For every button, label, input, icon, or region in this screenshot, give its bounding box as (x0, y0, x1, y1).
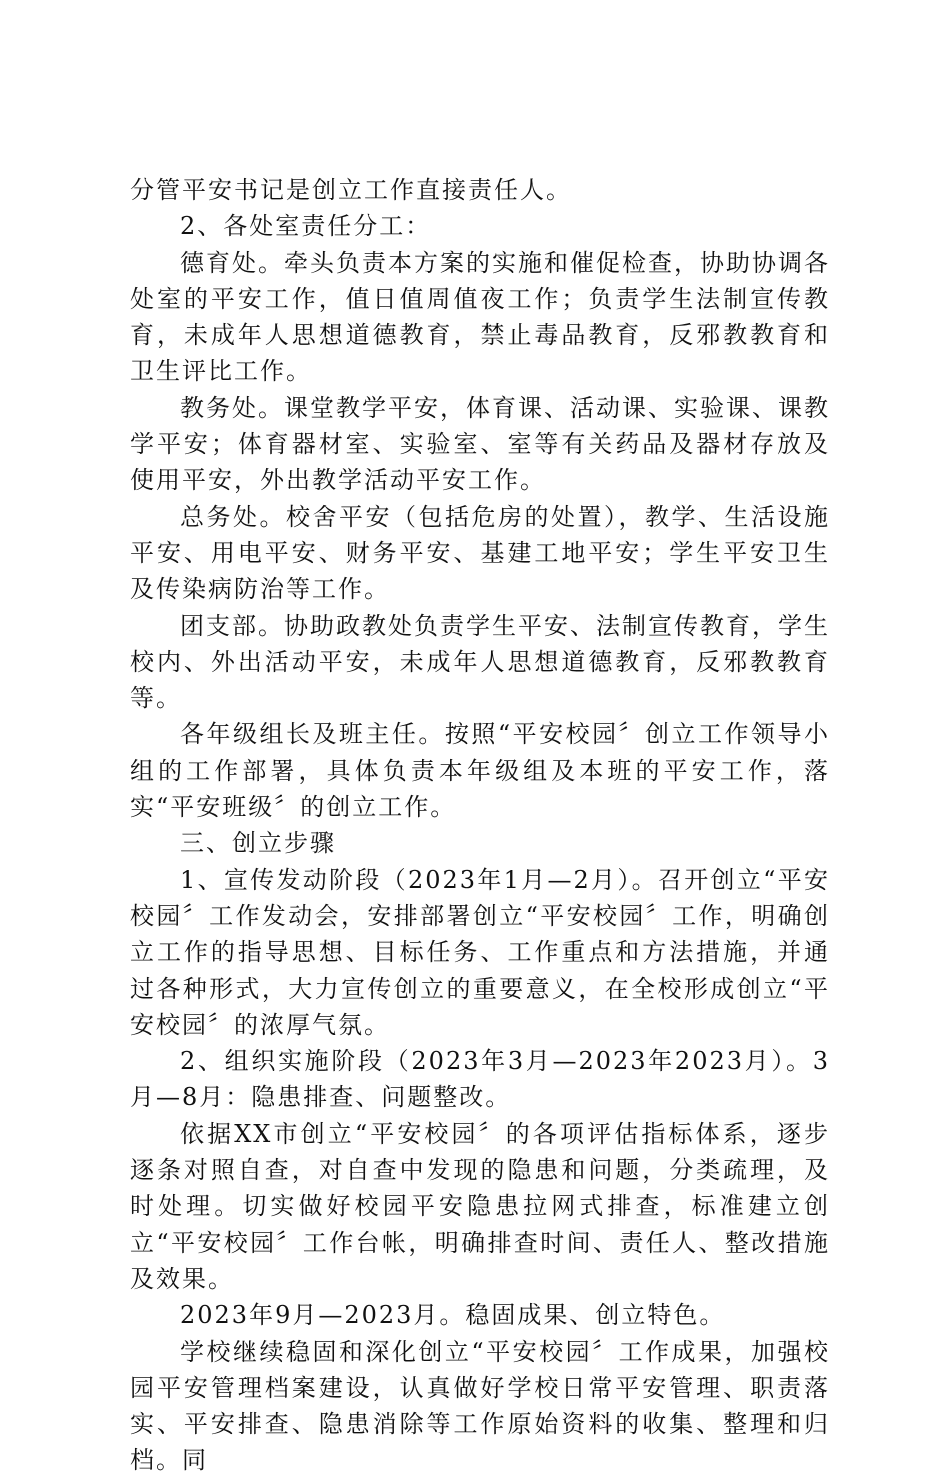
paragraph: 德育处。牵头负责本方案的实施和催促检查，协助协调各处室的平安工作，值日值周值夜工作；负责学生法制宣传教育，未成年人思想道德教育，禁止毒品教育，反邪教教育和卫生评比工作。 (130, 248, 830, 386)
section-heading: 三、创立步骤 (180, 829, 336, 858)
paragraph: 学校继续稳固和深化创立“平安校园〞工作成果，加强校园平安管理档案建设，认真做好学校日常平安管理、职责落实、平安排查、隐患消除等工作原始资料的收集、整理和归档。同 (130, 1337, 830, 1475)
document-body (130, 172, 830, 1479)
paragraph: 1、宣传发动阶段（2023年1月—2月）。召开创立“平安校园〞工作发动会，安排部署创立“平安校园〞工作，明确创立工作的指导思想、目标任务、工作重点和方法措施，并通过各种形式，大力宣传创立的重要意义，在全校形成创立“平安校园〞的浓厚气氛。 (130, 865, 830, 1039)
section-heading: 2、各处室责任分工： (180, 212, 432, 241)
paragraph: 2023年9月—2023月。稳固成果、创立特色。 (180, 1301, 726, 1330)
paragraph: 2、组织实施阶段（2023年3月—2023年2023月）。3月—8月：隐患排查、问题整改。 (130, 1047, 830, 1112)
paragraph: 依据XX市创立“平安校园〞的各项评估指标体系，逐步逐条对照自查，对自查中发现的隐患和问题，分类疏理，及时处理。切实做好校园平安隐患拉网式排查，标准建立创立“平安校园〞工作台帐，明确排查时间、责任人、整改措施及效果。 (130, 1119, 830, 1293)
paragraph: 团支部。协助政教处负责学生平安、法制宣传教育，学生校内、外出活动平安，未成年人思想道德教育，反邪教教育等。 (130, 611, 830, 713)
paragraph: 分管平安书记是创立工作直接责任人。 (130, 176, 572, 204)
paragraph: 教务处。课堂教学平安，体育课、活动课、实验课、课教学平安；体育器材室、实验室、室等有关药品及器材存放及使用平安，外出教学活动平安工作。 (130, 393, 830, 495)
paragraph: 总务处。校舍平安（包括危房的处置），教学、生活设施平安、用电平安、财务平安、基建工地平安；学生平安卫生及传染病防治等工作。 (130, 502, 830, 604)
paragraph: 各年级组长及班主任。按照“平安校园〞创立工作领导小组的工作部署，具体负责本年级组及本班的平安工作，落实“平安班级〞的创立工作。 (130, 720, 830, 822)
